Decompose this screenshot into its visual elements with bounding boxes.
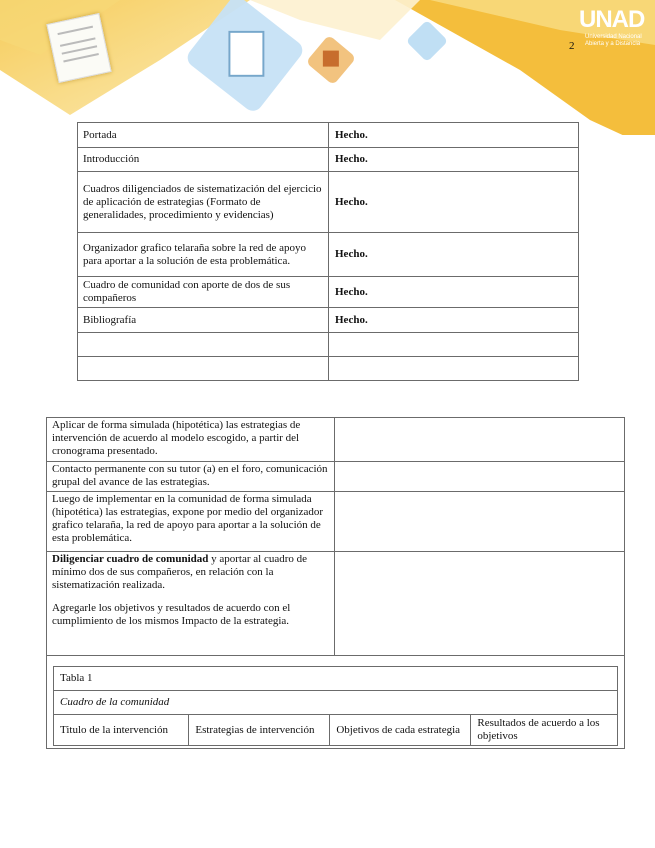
checklist-status (329, 357, 579, 381)
activity-empty-cell (335, 418, 625, 462)
header-banner (0, 0, 655, 135)
activity-text: Aplicar de forma simulada (hipotética) las estrategias de intervención de acuerdo al modelo escogido, a partir del cronograma presentado. (47, 418, 335, 462)
table-row (54, 691, 618, 715)
activity-text: Agregarle los objetivos y resultados de acuerdo con el cumplimiento de los mismos Impacto de la estrategia. (52, 602, 291, 627)
column-header: Resultados de acuerdo a los objetivos (471, 715, 618, 746)
activity-community (47, 552, 335, 656)
table-row (78, 277, 579, 308)
activity-empty-cell (335, 552, 625, 656)
activity-text: Contacto permanente con su tutor (a) en el foro, comunicación grupal del avance de las estrategias. (47, 462, 335, 492)
column-header: Titulo de la intervención (54, 715, 189, 746)
checklist-item (78, 333, 329, 357)
checklist-item: Organizador grafico telaraña sobre la red de apoyo para aportar a la solución de esta problemática. (78, 233, 329, 277)
checklist-item: Bibliografía (78, 308, 329, 333)
table-row (54, 667, 618, 691)
table-row (78, 123, 579, 148)
table-label: Tabla 1 (54, 667, 618, 691)
checklist-status: Hecho. (329, 123, 579, 148)
column-header: Estrategias de intervención (189, 715, 330, 746)
checklist-status: Hecho. (329, 233, 579, 277)
table-row (78, 172, 579, 233)
table-row (47, 656, 625, 749)
checklist-status: Hecho. (329, 148, 579, 172)
table-row (47, 418, 625, 462)
logo-subtitle: Universidad Nacional Abierta y a Distancia (585, 34, 642, 47)
table-row (78, 233, 579, 277)
checklist-item: Portada (78, 123, 329, 148)
activity-empty-cell (335, 462, 625, 492)
activity-empty-cell (335, 492, 625, 552)
checklist-item: Introducción (78, 148, 329, 172)
page-number: 2 (569, 40, 575, 52)
checklist-status (329, 333, 579, 357)
checklist-status: Hecho. (329, 277, 579, 308)
table-row (47, 462, 625, 492)
activity-text: Luego de implementar en la comunidad de forma simulada (hipotética) las estrategias, expone por medio del organizador grafico telaraña, la red de apoyo para aportar a la solución de esta problemática. (47, 492, 335, 552)
table-row (78, 148, 579, 172)
checklist-item: Cuadros diligenciados de sistematización del ejercicio de aplicación de estrategias (Formato de generalidades, procedimiento y evidencias) (78, 172, 329, 233)
table-row (78, 357, 579, 381)
table-row (47, 492, 625, 552)
community-table (53, 666, 618, 746)
checklist-item (78, 357, 329, 381)
logo-title: UNAD (579, 6, 645, 33)
checklist-item: Cuadro de comunidad con aporte de dos de sus compañeros (78, 277, 329, 308)
activity-text: y aportar al cuadro de mínimo dos de sus compañeros, en relación con la sistematización realizada. (52, 553, 308, 591)
table-row (47, 552, 625, 656)
table-row (78, 333, 579, 357)
table-row (78, 308, 579, 333)
activity-bold-lead: Diligenciar cuadro de comunidad (52, 553, 209, 565)
activities-table (46, 417, 625, 749)
checklist-status: Hecho. (329, 172, 579, 233)
table-caption: Cuadro de la comunidad (54, 691, 618, 715)
table-header-row (54, 715, 618, 746)
unad-logo (573, 8, 653, 48)
column-header: Objetivos de cada estrategia (330, 715, 471, 746)
checklist-status: Hecho. (329, 308, 579, 333)
checklist-table (77, 122, 579, 381)
community-table-wrapper (47, 656, 625, 749)
